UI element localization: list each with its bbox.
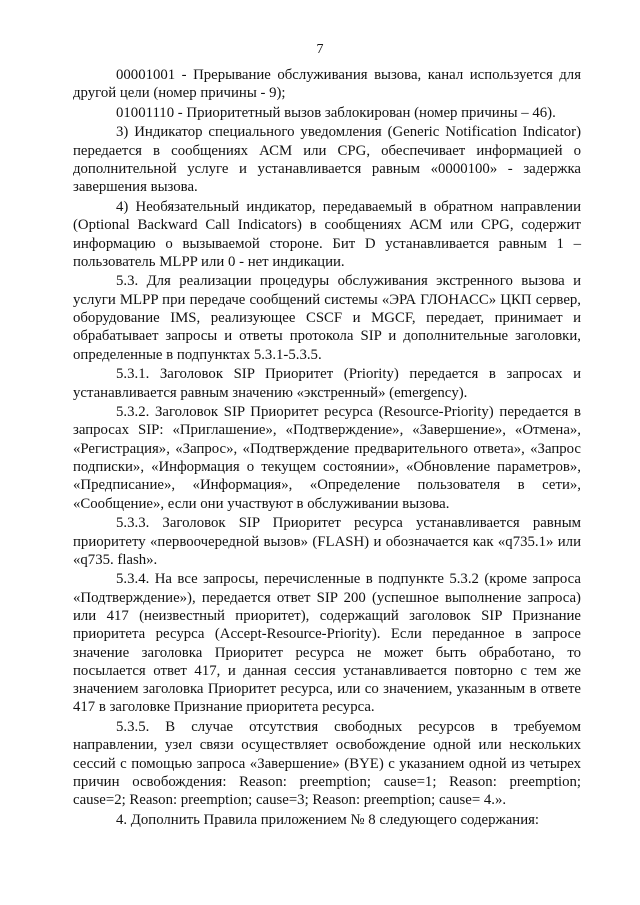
paragraph-cause-9: 00001001 - Прерывание обслуживания вызова, канал используется для другой цели (номер причины - 9); [73, 67, 581, 102]
paragraph-item-4: 4. Дополнить Правила приложением № 8 следующего содержания: [116, 811, 540, 828]
document-body [73, 66, 581, 830]
paragraph-cause-46: 01001110 - Приоритетный вызов заблокирован (номер причины – 46). [116, 104, 556, 121]
paragraph-5-3-5: 5.3.5. В случае отсутствия свободных ресурсов в требуемом направлении, узел связи осуществляет освобождение одной или нескольких сессий с помощью запроса «Завершение» (BYE) с указанием одной из четырех причин освобождения: Reason: preemption; cause=1; Reason: preemption; cause=2; Reason: preemption; cause=3; Reason: preemption; cause= 4.». [73, 719, 581, 809]
paragraph-5-3-1: 5.3.1. Заголовок SIP Приоритет (Priority) передается в запросах и устанавливается равным значению «экстренный» (emergency). [73, 366, 581, 401]
paragraph-generic-notification: 3) Индикатор специального уведомления (Generic Notification Indicator) передается в сообщениях АСМ или CPG, обеспечивает информацией о дополнительной услуге и устанавливается равным «0000100» - задержка завершения вызова. [73, 124, 581, 196]
paragraph-optional-backward: 4) Необязательный индикатор, передаваемый в обратном направлении (Optional Backward Call Indicators) в сообщениях АСМ или CPG, содержит информацию о вызываемой стороне. Бит D устанавливается равным 1 – пользователь MLPP или 0 - нет индикации. [73, 198, 581, 270]
page-number: 7 [316, 42, 324, 57]
paragraph-5-3: 5.3. Для реализации процедуры обслуживания экстренного вызова и услуги MLPP при передаче сообщений системы «ЭРА ГЛОНАСС» ЦКП сервер, оборудование IMS, реализующее CSCF и MGCF, передает, принимает и обрабатывает запросы и ответы протокола SIP и дополнительные заголовки, определенные в подпунктах 5.3.1-5.3.5. [73, 273, 581, 363]
paragraph-5-3-3: 5.3.3. Заголовок SIP Приоритет ресурса устанавливается равным приоритету «первоочередной вызов» (FLASH) и обозначается как «q735.1» или «q735. flash». [73, 515, 581, 568]
paragraph-5-3-4: 5.3.4. На все запросы, перечисленные в подпункте 5.3.2 (кроме запроса «Подтверждение»), передается ответ SIP 200 (успешное выполнение запроса) или 417 (неизвестный приоритет), содержащий заголовок SIP Признание приоритета ресурса (Accept-Resource-Priority). Если переданное в запросе значение заголовка Приоритет ресурса не может быть обработано, то посылается ответ 417, и данная сессия устанавливается повторно с тем же значением заголовка Приоритет ресурса, или со значением, указанным в ответе 417 в заголовке Признание приоритета ресурса. [73, 571, 581, 716]
paragraph-5-3-2: 5.3.2. Заголовок SIP Приоритет ресурса (Resource-Priority) передается в запросах SIP: «Приглашение», «Подтверждение», «Завершение», «Отмена», «Регистрация», «Запрос», «Подтверждение предварительного ответа», «Запрос подписки», «Информация о текущем состоянии», «Обновление параметров», «Предписание», «Информация», «Определение пользователя в сети», «Сообщение», если они участвуют в обслуживании вызова. [73, 404, 581, 512]
